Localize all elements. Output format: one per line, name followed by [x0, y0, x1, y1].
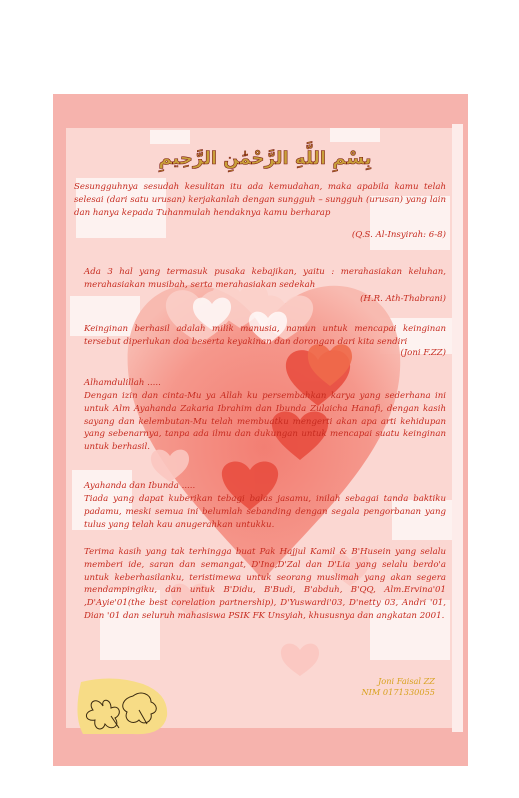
- quote-3-source: (Joni F.ZZ): [400, 348, 446, 358]
- thanks-paragraph: Terima kasih yang tak terhingga buat Pak Hajjul Kamil & B'Husein yang selalu memberi ide, saran dan semangat, D'Ina,D'Zal dan D'Lia yang selalu berdo'a untuk keberhasilanku, teristimewa untuk seorang muslimah yang akan segera mendampingiku, dan untuk B'Didu, B'Budi, B'abduh, B'QQ, Alm.Ervina'01 ,D'Ayie'01(the best corelation partnership), D'Yuswardi'03, D'netty 03, Andri '01, Dian '01 dan seluruh mahasiswa PSIK FK Unsyiah, khususnya dan angkatan 2001.: [84, 547, 446, 621]
- dedication-paragraph: Dengan izin dan cinta-Mu ya Allah ku persembahkan karya yang sederhana ini untuk Alm Ayahanda Zakaria Ibrahim dan Ibunda Zulaicha Hanafi, dengan kasih sayang dan kelembutan-Mu telah membuatku mengerti akan apa arti kehidupan yang sebenarnya, tanpa ada ilmu dan dukungan untuk mencapai suatu keinginan untuk berhasil.: [84, 391, 446, 453]
- quote-2-text: Ada 3 hal yang termasuk pusaka kebajikan, yaitu : merahasiakan keluhan, merahasiakan musibah, serta merahasiakan sedekah: [84, 267, 446, 290]
- bismillah-text: بِسْمِ اللَّهِ الرَّحْمَٰنِ الرَّحِيمِ: [158, 148, 372, 169]
- bismillah-calligraphy: [150, 140, 380, 174]
- signature-nim: NIM 0171330055: [361, 687, 435, 697]
- signature-block: [300, 676, 435, 698]
- parents-paragraph: Tiada yang dapat kuberikan tebagi balas jasamu, inilah sebagai tanda baktiku padamu, meski semua ini belumlah sebanding dengan segala pengorbanan yang tulus yang telah kau anugerahkan untukku.: [84, 494, 446, 530]
- quote-1-source: (Q.S. Al-Insyirah: 6-8): [351, 230, 446, 240]
- quote-3-text: Keinginan berhasil adalah milik manusia, namun untuk mencapai keinginan tersebut diperlukan doa beserta keyakinan dan dorongan dari kita sendiri: [84, 324, 446, 347]
- dedication-opening: Alhamdulillah .....: [84, 378, 161, 388]
- quote-2-source: (H.R. Ath-Thabrani): [360, 294, 446, 304]
- quote-1-text: Sesungguhnya sesudah kesulitan itu ada kemudahan, maka apabila kamu telah selesai (dari satu urusan) kerjakanlah dengan sungguh – sungguh (urusan) yang lain dan hanya kepada Tuhanmulah hendaknya kamu berharap: [74, 182, 446, 218]
- parents-opening: Ayahanda dan Ibunda .....: [84, 481, 196, 491]
- signature-name: Joni Faisal ZZ: [377, 676, 435, 686]
- floral-corner-decoration: [73, 676, 173, 736]
